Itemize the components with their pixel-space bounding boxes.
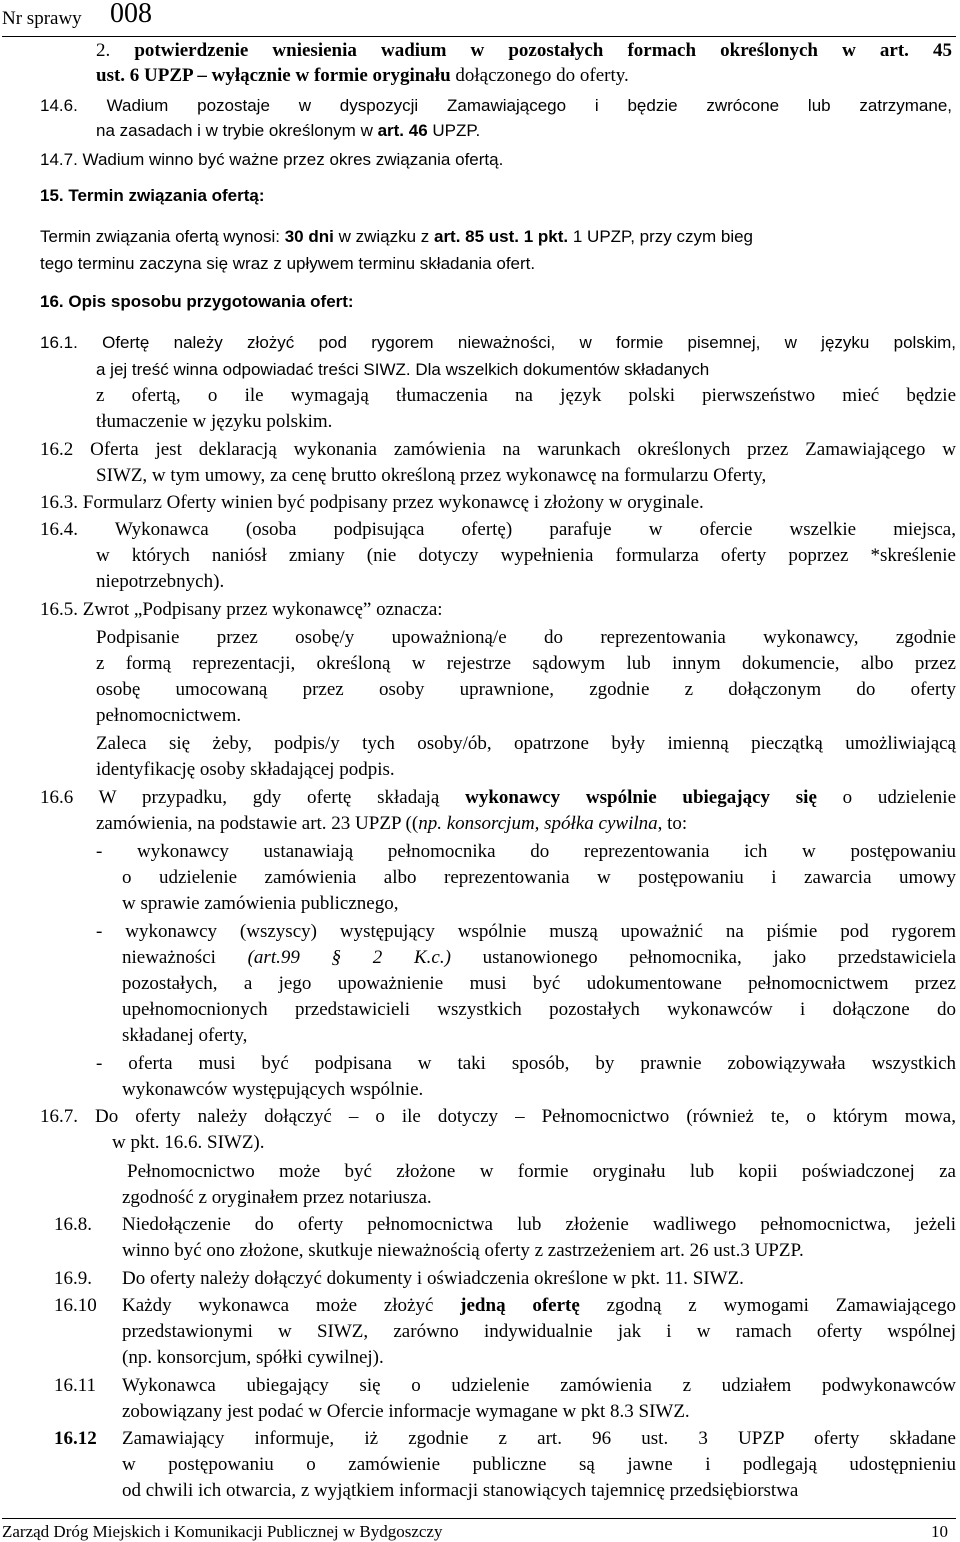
text-run: 16.3. Formularz Oferty winien być podpisany przez wykonawcę i złożony w oryginale.: [40, 492, 704, 513]
text-line: [96, 1051, 956, 1077]
text-line: [54, 1373, 96, 1399]
text-run: Termin związania ofertą wynosi:: [40, 227, 285, 246]
text-line: [40, 289, 354, 315]
text-line: [96, 463, 766, 489]
text-line: [122, 1319, 956, 1345]
case-number-label: Nr sprawy: [2, 8, 82, 29]
text-run: w sprawie zamówienia publicznego,: [122, 893, 399, 914]
text-line: [96, 357, 709, 383]
text-run: SIWZ, w tym umowy, za cenę brutto określoną przez wykonawcę na formularzu Oferty,: [96, 465, 767, 486]
text-line: [122, 865, 956, 891]
text-run: 16.5. Zwrot „Podpisany przez wykonawcę” oznacza:: [40, 599, 443, 620]
text-run: , to:: [657, 813, 688, 834]
text-line: [96, 677, 956, 703]
text-line: [40, 490, 704, 516]
text-run: w związku z: [333, 227, 434, 246]
text-run: 16.8.: [54, 1214, 92, 1235]
text-line: [96, 569, 224, 595]
text-run: składanej oferty,: [122, 1025, 248, 1046]
text-run: przedstawionymi w SIWZ, zarówno indywidualnie jak i w ramach oferty wspólnej: [122, 1321, 956, 1342]
text-run: (art.99 § 2 K.c.): [247, 947, 451, 968]
text-run: SIWZ. Dla wszelkich dokumentów składanych: [363, 360, 710, 379]
text-line: [122, 1077, 423, 1103]
text-line: [122, 1238, 804, 1264]
text-run: 16. Opis sposobu przygotowania ofert:: [40, 292, 354, 311]
text-run: 14.7. Wadium winno być ważne przez okres związania ofertą.: [40, 150, 504, 169]
text-run: 16.7. Do oferty należy dołączyć – o ile dotyczy – Pełnomocnictwo (również te, o którym mowa,: [40, 1106, 956, 1127]
text-run: Podpisanie przez osobę/y upoważnioną/e do reprezentowania wykonawcy, zgodnie: [96, 627, 956, 648]
text-line: [122, 1212, 956, 1238]
text-line: [54, 1212, 92, 1238]
text-run: wykonawcy wspólnie ubiegający się: [465, 787, 817, 808]
text-run: 16.9.: [54, 1268, 92, 1289]
text-run: ustanowionego pełnomocnika, jako przedstawiciela: [450, 947, 957, 968]
text-run: 16.11: [54, 1375, 97, 1396]
text-line: [122, 1399, 690, 1425]
text-line: [96, 625, 956, 651]
text-run: jedną ofertę: [460, 1295, 580, 1316]
text-line: [40, 251, 535, 277]
text-run: w postępowaniu o zamówienie publiczne są jawne i podlegają udostępnieniu: [122, 1454, 956, 1475]
text-line: [122, 945, 956, 971]
text-run: 1 UPZP, przy czym bieg: [568, 227, 754, 246]
text-run: z formą reprezentacji, określoną w rejestrze sądowym lub innym dokumencie, albo przez: [96, 653, 956, 674]
text-run: Wykonawca ubiegający się o udzielenie zamówienia z udziałem podwykonawców: [122, 1375, 956, 1396]
text-run: 2.: [96, 40, 135, 61]
text-run: pełnomocnictwem.: [96, 705, 242, 726]
page-header: [2, 0, 956, 37]
text-run: dołączonego do oferty.: [450, 65, 629, 86]
text-run: Niedołączenie do oferty pełnomocnictwa lub złożenie wadliwego pełnomocnictwa, jeżeli: [122, 1214, 956, 1235]
text-run: - oferta musi być podpisana w taki sposób, by prawnie zobowiązywała wszystkich: [96, 1053, 956, 1074]
text-run: Każdy wykonawca może złożyć: [122, 1295, 461, 1316]
text-line: [122, 891, 398, 917]
text-line: [54, 1293, 97, 1319]
text-run: Pełnomocnictwo może być złożone w formie oryginału lub kopii poświadczonej za: [127, 1161, 956, 1182]
text-line: [96, 38, 952, 64]
text-line: [40, 147, 503, 173]
text-line: [96, 651, 956, 677]
text-line: [122, 1478, 798, 1504]
footer-organization: Zarząd Dróg Miejskich i Komunikacji Publicznej w Bydgoszczy: [2, 1522, 443, 1541]
text-line: [122, 1426, 956, 1452]
text-run: niepotrzebnych).: [96, 571, 225, 592]
text-line: [40, 330, 956, 356]
text-run: w których naniósł zmiany (nie dotyczy wypełnienia formularza oferty poprzez *skreślenie: [96, 545, 956, 566]
text-run: na zasadach i w trybie określonym w: [96, 121, 378, 140]
text-run: zamówienia, na podstawie art. 23 UPZP ((: [96, 813, 419, 834]
text-run: (np. konsorcjum, spółki cywilnej).: [122, 1347, 384, 1368]
page-number: 10: [931, 1522, 948, 1541]
text-run: art. 85 ust. 1 pkt.: [433, 227, 569, 246]
case-number: 008: [110, 0, 152, 29]
text-run: 15. Termin związania ofertą:: [40, 186, 265, 205]
text-run: o udzielenie: [816, 787, 956, 808]
text-run: Do oferty należy dołączyć dokumenty i oświadczenia określone w pkt. 11. SIWZ.: [122, 1268, 744, 1289]
text-line: [112, 1130, 265, 1156]
text-run: identyfikację osoby składającej podpis.: [96, 759, 395, 780]
text-line: [40, 785, 956, 811]
text-run: 16.2 Oferta jest deklaracją wykonania zamówienia na warunkach określonych przez Zamawiającego w: [40, 439, 956, 460]
text-line: [40, 597, 443, 623]
text-run: od chwili ich otwarcia, z wyjątkiem informacji stanowiących tajemnicę przedsiębiorstwa: [122, 1480, 799, 1501]
text-run: zgodną z wymogami Zamawiającego: [579, 1295, 956, 1316]
text-run: 14.6. Wadium pozostaje w dyspozycji Zamawiającego i będzie zwrócone lub zatrzymane,: [40, 96, 952, 115]
text-line: [40, 517, 956, 543]
text-run: 16.10: [54, 1295, 97, 1316]
text-run: osobę umocowaną przez osoby uprawnione, zgodnie z dołączonym do oferty: [96, 679, 956, 700]
text-run: z ofertą, o ile wymagają tłumaczenia na język polski pierwszeństwo mieć będzie: [96, 385, 956, 406]
text-line: [122, 1373, 956, 1399]
text-line: [96, 757, 395, 783]
text-run: nieważności: [122, 947, 248, 968]
text-line: [122, 997, 956, 1023]
text-line: [122, 1293, 956, 1319]
text-line: [122, 971, 956, 997]
text-run: upełnomocnionych przedstawicieli wszystkich pozostałych wykonawców i dołączone do: [122, 999, 956, 1020]
text-run: tego terminu zaczyna się wraz z upływem terminu składania ofert.: [40, 254, 536, 273]
text-line: [96, 118, 480, 144]
text-line: [96, 811, 687, 837]
text-line: [96, 383, 956, 409]
text-run: - wykonawcy ustanawiają pełnomocnika do reprezentowania ich w postępowaniu: [96, 841, 956, 862]
text-line: [96, 839, 956, 865]
text-run: o udzielenie zamówienia albo reprezentowania w postępowaniu i zawarcia umowy: [122, 867, 956, 888]
text-run: 30 dni: [284, 227, 334, 246]
text-run: tłumaczenie w języku polskim.: [96, 411, 333, 432]
text-run: 16.1. Ofertę należy złożyć pod rygorem nieważności, w formie pisemnej, w języku polskim,: [40, 333, 956, 352]
text-line: [96, 63, 629, 89]
text-line: [40, 224, 753, 250]
text-run: art. 46: [377, 121, 428, 140]
text-run: w pkt. 16.6. SIWZ).: [112, 1132, 265, 1153]
text-run: wykonawców występujących wspólnie.: [122, 1079, 424, 1100]
text-run: a jej treść winna odpowiadać treści: [96, 360, 364, 379]
text-line: [127, 1159, 956, 1185]
text-run: zobowiązany jest podać w Ofercie informacje wymagane w pkt 8.3 SIWZ.: [122, 1401, 690, 1422]
text-line: [96, 543, 956, 569]
text-line: [54, 1426, 97, 1452]
text-line: [40, 437, 956, 463]
text-run: potwierdzenie wniesienia wadium w pozostałych formach określonych w art. 45: [134, 40, 952, 61]
text-run: Zamawiający informuje, iż zgodnie z art. 96 ust. 3 UPZP oferty składane: [122, 1428, 956, 1449]
text-line: [40, 93, 952, 119]
text-run: ust. 6 UPZP – wyłącznie w formie oryginału: [96, 65, 451, 86]
text-line: [122, 1345, 384, 1371]
text-run: pozostałych, a jego upoważnienie musi być udokumentowane pełnomocnictwem przez: [122, 973, 956, 994]
text-line: [122, 1023, 247, 1049]
text-line: [54, 1266, 92, 1292]
text-line: [40, 183, 265, 209]
text-line: [122, 1452, 956, 1478]
text-run: np. konsorcjum, spółka cywilna: [418, 813, 658, 834]
page-footer: [2, 1518, 956, 1541]
text-line: [96, 731, 956, 757]
text-line: [40, 1104, 956, 1130]
text-run: Zaleca się żeby, podpis/y tych osoby/ób, opatrzone były imienną pieczątką umożliwiającą: [96, 733, 956, 754]
text-line: [96, 409, 332, 435]
text-run: 16.4. Wykonawca (osoba podpisująca ofertę) parafuje w ofercie wszelkie miejsca,: [40, 519, 956, 540]
text-run: - wykonawcy (wszyscy) występujący wspólnie muszą upoważnić na piśmie pod rygorem: [96, 921, 956, 942]
text-line: [122, 1266, 744, 1292]
text-line: [122, 1185, 432, 1211]
text-run: 16.6 W przypadku, gdy ofertę składają: [40, 787, 466, 808]
text-line: [96, 919, 956, 945]
text-run: 16.12: [54, 1428, 97, 1449]
text-run: winno być ono złożone, skutkuje nieważnością oferty z zastrzeżeniem art. 26 ust.3 UPZP.: [122, 1240, 804, 1261]
text-line: [96, 703, 241, 729]
text-run: UPZP.: [427, 121, 481, 140]
text-run: zgodność z oryginałem przez notariusza.: [122, 1187, 432, 1208]
